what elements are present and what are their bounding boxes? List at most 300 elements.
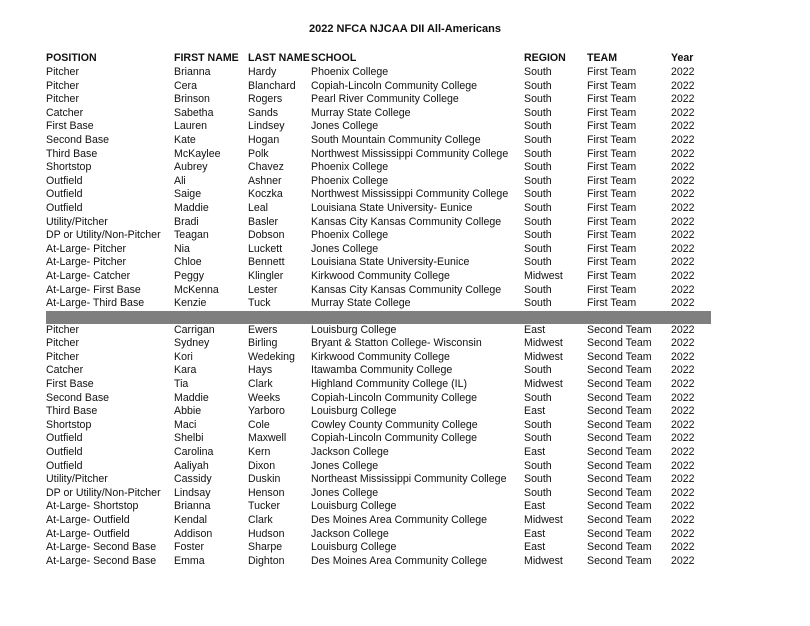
- first-name-cell: Brianna: [174, 66, 211, 78]
- first-name-cell: Brianna: [174, 500, 211, 513]
- year-cell: 2022: [671, 500, 695, 513]
- table-row: [46, 446, 711, 460]
- region-cell: South: [524, 432, 552, 445]
- first-name-cell: Peggy: [174, 269, 205, 282]
- position-cell: At-Large- Outfield: [46, 514, 130, 526]
- last-name-cell: Ewers: [248, 323, 278, 336]
- header-region: REGION: [524, 52, 566, 65]
- section-divider: [46, 311, 711, 324]
- team-cell: Second Team: [587, 418, 652, 431]
- school-cell: Phoenix College: [311, 229, 389, 242]
- first-name-cell: Aubrey: [174, 161, 208, 174]
- region-cell: Midwest: [524, 514, 563, 526]
- team-cell: First Team: [587, 93, 637, 106]
- first-name-cell: Lauren: [174, 120, 207, 133]
- team-cell: First Team: [587, 215, 637, 228]
- region-cell: South: [524, 256, 552, 269]
- team-cell: First Team: [587, 79, 637, 92]
- position-cell: First Base: [46, 378, 94, 391]
- last-name-cell: Hogan: [248, 133, 280, 146]
- position-cell: Pitcher: [46, 66, 79, 78]
- divider-bar: [46, 311, 711, 324]
- year-cell: 2022: [671, 229, 695, 242]
- region-cell: East: [524, 446, 546, 459]
- year-cell: 2022: [671, 79, 695, 92]
- year-cell: 2022: [671, 161, 695, 174]
- school-cell: Kansas City Kansas Community College: [311, 215, 502, 228]
- school-cell: Copiah-Lincoln Community College: [311, 79, 478, 92]
- team-cell: First Team: [587, 201, 637, 214]
- first-name-cell: Tia: [174, 378, 189, 391]
- position-cell: Catcher: [46, 364, 84, 377]
- last-name-cell: Lester: [248, 283, 278, 296]
- position-cell: Second Base: [46, 133, 110, 146]
- team-cell: First Team: [587, 297, 637, 310]
- table-row: [46, 256, 711, 270]
- school-cell: South Mountain Community College: [311, 133, 481, 146]
- first-name-cell: Sydney: [174, 337, 210, 350]
- region-cell: South: [524, 106, 552, 119]
- year-cell: 2022: [671, 269, 695, 282]
- position-cell: Pitcher: [46, 350, 79, 363]
- table-row: [46, 148, 711, 162]
- year-cell: 2022: [671, 215, 695, 228]
- last-name-cell: Hudson: [248, 527, 285, 540]
- region-cell: South: [524, 120, 552, 133]
- year-cell: 2022: [671, 378, 695, 391]
- last-name-cell: Hays: [248, 364, 273, 377]
- last-name-cell: Dobson: [248, 229, 285, 242]
- first-name-cell: Cera: [174, 79, 197, 92]
- region-cell: East: [524, 527, 546, 540]
- position-cell: Utility/Pitcher: [46, 215, 108, 228]
- year-cell: 2022: [671, 323, 695, 336]
- region-cell: South: [524, 147, 552, 160]
- last-name-cell: Dighton: [248, 554, 285, 567]
- last-name-cell: Duskin: [248, 473, 281, 486]
- table-row: [46, 364, 711, 378]
- year-cell: 2022: [671, 364, 695, 377]
- team-cell: Second Team: [587, 350, 652, 363]
- position-cell: Third Base: [46, 147, 98, 160]
- last-name-cell: Sharpe: [248, 541, 283, 554]
- divider-row: [46, 311, 711, 324]
- position-cell: At-Large- First Base: [46, 283, 141, 296]
- school-cell: Jackson College: [311, 446, 389, 459]
- document-title: 2022 NFCA NJCAA DII All-Americans: [309, 23, 501, 35]
- first-name-cell: Teagan: [174, 229, 209, 242]
- school-cell: Northwest Mississippi Community College: [311, 147, 509, 160]
- team-cell: Second Team: [587, 473, 652, 486]
- school-cell: Des Moines Area Community College: [311, 554, 488, 567]
- team-cell: First Team: [587, 229, 637, 242]
- last-name-cell: Blanchard: [248, 79, 296, 92]
- team-cell: First Team: [587, 269, 637, 282]
- year-cell: 2022: [671, 337, 695, 350]
- region-cell: Midwest: [524, 554, 563, 567]
- position-cell: DP or Utility/Non-Pitcher: [46, 486, 161, 499]
- position-cell: Outfield: [46, 459, 83, 472]
- table-row: [46, 555, 711, 569]
- last-name-cell: Chavez: [248, 161, 284, 174]
- school-cell: Phoenix College: [311, 161, 389, 174]
- team-cell: Second Team: [587, 391, 652, 404]
- region-cell: South: [524, 215, 552, 228]
- school-cell: Kirkwood Community College: [311, 269, 450, 282]
- year-cell: 2022: [671, 188, 695, 201]
- last-name-cell: Henson: [248, 486, 285, 499]
- year-cell: 2022: [671, 133, 695, 146]
- region-cell: South: [524, 283, 552, 296]
- year-cell: 2022: [671, 432, 695, 445]
- first-name-cell: Nia: [174, 242, 190, 255]
- first-name-cell: Maddie: [174, 391, 209, 404]
- last-name-cell: Rogers: [248, 93, 283, 106]
- table-row: [46, 460, 711, 474]
- region-cell: South: [524, 161, 552, 174]
- year-cell: 2022: [671, 473, 695, 486]
- region-cell: South: [524, 79, 552, 92]
- table-row: [46, 514, 711, 528]
- table-row: [46, 134, 711, 148]
- team-cell: Second Team: [587, 459, 652, 472]
- position-cell: Outfield: [46, 201, 83, 214]
- position-cell: DP or Utility/Non-Pitcher: [46, 229, 161, 242]
- school-cell: Louisburg College: [311, 405, 397, 418]
- last-name-cell: Luckett: [248, 242, 283, 255]
- first-name-cell: Lindsay: [174, 486, 211, 499]
- region-cell: East: [524, 541, 546, 554]
- team-cell: Second Team: [587, 364, 652, 377]
- school-cell: Louisiana State University-Eunice: [311, 256, 470, 269]
- team-cell: First Team: [587, 106, 637, 119]
- last-name-cell: Birling: [248, 337, 278, 350]
- team-cell: First Team: [587, 256, 637, 269]
- school-cell: Louisburg College: [311, 541, 397, 554]
- school-cell: Jones College: [311, 486, 379, 499]
- region-cell: South: [524, 133, 552, 146]
- region-cell: Midwest: [524, 337, 563, 350]
- region-cell: Midwest: [524, 350, 563, 363]
- year-cell: 2022: [671, 66, 695, 78]
- year-cell: 2022: [671, 541, 695, 554]
- position-cell: Third Base: [46, 405, 98, 418]
- team-cell: Second Team: [587, 446, 652, 459]
- year-cell: 2022: [671, 283, 695, 296]
- team-cell: First Team: [587, 66, 637, 78]
- region-cell: Midwest: [524, 269, 563, 282]
- region-cell: South: [524, 391, 552, 404]
- first-name-cell: McKenna: [174, 283, 219, 296]
- position-cell: Utility/Pitcher: [46, 473, 108, 486]
- team-cell: First Team: [587, 161, 637, 174]
- team-cell: First Team: [587, 147, 637, 160]
- year-cell: 2022: [671, 147, 695, 160]
- first-name-cell: Kendal: [174, 514, 207, 526]
- year-cell: 2022: [671, 446, 695, 459]
- year-cell: 2022: [671, 93, 695, 106]
- table-row: [46, 351, 711, 365]
- team-cell: First Team: [587, 188, 637, 201]
- school-cell: Jones College: [311, 459, 379, 472]
- header-first-name: FIRST NAME: [174, 52, 239, 65]
- header-position: POSITION: [46, 52, 97, 65]
- table-row: [46, 378, 711, 392]
- region-cell: South: [524, 174, 552, 187]
- region-cell: South: [524, 66, 552, 78]
- region-cell: East: [524, 323, 546, 336]
- region-cell: South: [524, 93, 552, 106]
- position-cell: At-Large- Third Base: [46, 297, 145, 310]
- team-cell: First Team: [587, 174, 637, 187]
- position-cell: Pitcher: [46, 93, 79, 106]
- region-cell: East: [524, 500, 546, 513]
- school-cell: Louisburg College: [311, 500, 397, 513]
- year-cell: 2022: [671, 350, 695, 363]
- team-cell: Second Team: [587, 527, 652, 540]
- first-name-cell: Kori: [174, 350, 193, 363]
- region-cell: South: [524, 459, 552, 472]
- last-name-cell: Ashner: [248, 174, 282, 187]
- team-cell: Second Team: [587, 337, 652, 350]
- school-cell: Northwest Mississippi Community College: [311, 188, 509, 201]
- first-name-cell: Kate: [174, 133, 196, 146]
- first-name-cell: Addison: [174, 527, 213, 540]
- table-row: [46, 120, 711, 134]
- first-name-cell: Maci: [174, 418, 197, 431]
- last-name-cell: Weeks: [248, 391, 281, 404]
- first-name-cell: Brinson: [174, 93, 210, 106]
- team-cell: Second Team: [587, 554, 652, 567]
- school-cell: Northeast Mississippi Community College: [311, 473, 507, 486]
- team-cell: Second Team: [587, 378, 652, 391]
- team-cell: Second Team: [587, 486, 652, 499]
- last-name-cell: Hardy: [248, 66, 277, 78]
- last-name-cell: Klingler: [248, 269, 284, 282]
- team-cell: Second Team: [587, 432, 652, 445]
- position-cell: Shortstop: [46, 161, 92, 174]
- year-cell: 2022: [671, 242, 695, 255]
- table-row: [46, 270, 711, 284]
- team-cell: First Team: [587, 120, 637, 133]
- table-row: [46, 528, 711, 542]
- school-cell: Copiah-Lincoln Community College: [311, 432, 478, 445]
- table-row: [46, 419, 711, 433]
- team-cell: First Team: [587, 283, 637, 296]
- position-cell: Outfield: [46, 174, 83, 187]
- team-cell: First Team: [587, 133, 637, 146]
- year-cell: 2022: [671, 391, 695, 404]
- first-team-rows: [46, 66, 711, 311]
- table-row: [46, 175, 711, 189]
- region-cell: East: [524, 405, 546, 418]
- team-cell: Second Team: [587, 514, 652, 526]
- position-cell: Outfield: [46, 432, 83, 445]
- school-cell: Louisiana State University- Eunice: [311, 201, 473, 214]
- first-name-cell: Abbie: [174, 405, 202, 418]
- school-cell: Des Moines Area Community College: [311, 514, 488, 526]
- school-cell: Highland Community College (IL): [311, 378, 468, 391]
- all-americans-table: [46, 52, 711, 568]
- first-name-cell: Emma: [174, 554, 205, 567]
- table-row: [46, 93, 711, 107]
- year-cell: 2022: [671, 554, 695, 567]
- position-cell: At-Large- Outfield: [46, 527, 130, 540]
- first-name-cell: Ali: [174, 174, 186, 187]
- last-name-cell: Cole: [248, 418, 270, 431]
- school-cell: Cowley County Community College: [311, 418, 478, 431]
- last-name-cell: Clark: [248, 378, 273, 391]
- header-row: [46, 52, 711, 66]
- table-row: [46, 243, 711, 257]
- position-cell: Pitcher: [46, 337, 79, 350]
- first-name-cell: Bradi: [174, 215, 199, 228]
- position-cell: First Base: [46, 120, 94, 133]
- school-cell: Murray State College: [311, 297, 411, 310]
- position-cell: Pitcher: [46, 79, 79, 92]
- first-name-cell: Cassidy: [174, 473, 212, 486]
- first-name-cell: Shelbi: [174, 432, 204, 445]
- school-cell: Jones College: [311, 120, 379, 133]
- last-name-cell: Dixon: [248, 459, 276, 472]
- first-name-cell: Saige: [174, 188, 202, 201]
- header-team: TEAM: [587, 52, 618, 65]
- first-name-cell: Carrigan: [174, 323, 215, 336]
- school-cell: Phoenix College: [311, 174, 389, 187]
- team-cell: Second Team: [587, 500, 652, 513]
- position-cell: Second Base: [46, 391, 110, 404]
- school-cell: Murray State College: [311, 106, 411, 119]
- table-row: [46, 229, 711, 243]
- last-name-cell: Tuck: [248, 297, 271, 310]
- position-cell: Outfield: [46, 188, 83, 201]
- table-row: [46, 284, 711, 298]
- school-cell: Kansas City Kansas Community College: [311, 283, 502, 296]
- region-cell: South: [524, 229, 552, 242]
- position-cell: Catcher: [46, 106, 84, 119]
- school-cell: Jackson College: [311, 527, 389, 540]
- last-name-cell: Basler: [248, 215, 279, 228]
- table-row: [46, 202, 711, 216]
- region-cell: South: [524, 486, 552, 499]
- first-name-cell: Kenzie: [174, 297, 207, 310]
- year-cell: 2022: [671, 174, 695, 187]
- region-cell: South: [524, 201, 552, 214]
- position-cell: Outfield: [46, 446, 83, 459]
- last-name-cell: Koczka: [248, 188, 283, 201]
- table-row: [46, 66, 711, 80]
- last-name-cell: Leal: [248, 201, 269, 214]
- region-cell: South: [524, 418, 552, 431]
- school-cell: Phoenix College: [311, 66, 389, 78]
- school-cell: Copiah-Lincoln Community College: [311, 391, 478, 404]
- school-cell: Louisburg College: [311, 323, 397, 336]
- position-cell: At-Large- Pitcher: [46, 256, 127, 269]
- last-name-cell: Polk: [248, 147, 269, 160]
- year-cell: 2022: [671, 486, 695, 499]
- team-cell: Second Team: [587, 323, 652, 336]
- year-cell: 2022: [671, 527, 695, 540]
- first-name-cell: Aaliyah: [174, 459, 209, 472]
- school-cell: Pearl River Community College: [311, 93, 459, 106]
- position-cell: At-Large- Catcher: [46, 269, 131, 282]
- position-cell: At-Large- Second Base: [46, 554, 157, 567]
- last-name-cell: Lindsey: [248, 120, 285, 133]
- team-cell: First Team: [587, 242, 637, 255]
- last-name-cell: Bennett: [248, 256, 285, 269]
- year-cell: 2022: [671, 256, 695, 269]
- year-cell: 2022: [671, 201, 695, 214]
- table-row: [46, 80, 711, 94]
- year-cell: 2022: [671, 106, 695, 119]
- header-last-name: LAST NAME: [248, 52, 310, 65]
- table-row: [46, 487, 711, 501]
- school-cell: Itawamba Community College: [311, 364, 453, 377]
- region-cell: Midwest: [524, 378, 563, 391]
- region-cell: South: [524, 473, 552, 486]
- first-name-cell: Sabetha: [174, 106, 214, 119]
- position-cell: Shortstop: [46, 418, 92, 431]
- region-cell: South: [524, 188, 552, 201]
- table-row: [46, 188, 711, 202]
- table-row: [46, 107, 711, 121]
- table-row: [46, 297, 711, 311]
- table-row: [46, 500, 711, 514]
- first-name-cell: Kara: [174, 364, 197, 377]
- header-school: SCHOOL: [311, 52, 357, 65]
- team-cell: Second Team: [587, 405, 652, 418]
- table-row: [46, 324, 711, 338]
- school-cell: Jones College: [311, 242, 379, 255]
- team-cell: Second Team: [587, 541, 652, 554]
- header-year: Year: [671, 52, 694, 65]
- table-row: [46, 392, 711, 406]
- year-cell: 2022: [671, 120, 695, 133]
- table-row: [46, 161, 711, 175]
- first-name-cell: Foster: [174, 541, 205, 554]
- year-cell: 2022: [671, 459, 695, 472]
- first-name-cell: Chloe: [174, 256, 202, 269]
- year-cell: 2022: [671, 297, 695, 310]
- region-cell: South: [524, 297, 552, 310]
- table-row: [46, 541, 711, 555]
- last-name-cell: Sands: [248, 106, 279, 119]
- position-cell: Pitcher: [46, 323, 79, 336]
- position-cell: At-Large- Second Base: [46, 541, 157, 554]
- last-name-cell: Clark: [248, 514, 273, 526]
- last-name-cell: Tucker: [248, 500, 280, 513]
- position-cell: At-Large- Pitcher: [46, 242, 127, 255]
- table-row: [46, 405, 711, 419]
- year-cell: 2022: [671, 418, 695, 431]
- region-cell: South: [524, 364, 552, 377]
- table-row: [46, 432, 711, 446]
- last-name-cell: Wedeking: [248, 350, 295, 363]
- first-name-cell: Carolina: [174, 446, 214, 459]
- last-name-cell: Yarboro: [248, 405, 285, 418]
- position-cell: At-Large- Shortstop: [46, 500, 139, 513]
- table-row: [46, 216, 711, 230]
- second-team-rows: [46, 324, 711, 569]
- year-cell: 2022: [671, 405, 695, 418]
- table-row: [46, 473, 711, 487]
- table-row: [46, 337, 711, 351]
- last-name-cell: Maxwell: [248, 432, 287, 445]
- region-cell: South: [524, 242, 552, 255]
- school-cell: Bryant & Statton College- Wisconsin: [311, 337, 482, 350]
- first-name-cell: McKaylee: [174, 147, 221, 160]
- school-cell: Kirkwood Community College: [311, 350, 450, 363]
